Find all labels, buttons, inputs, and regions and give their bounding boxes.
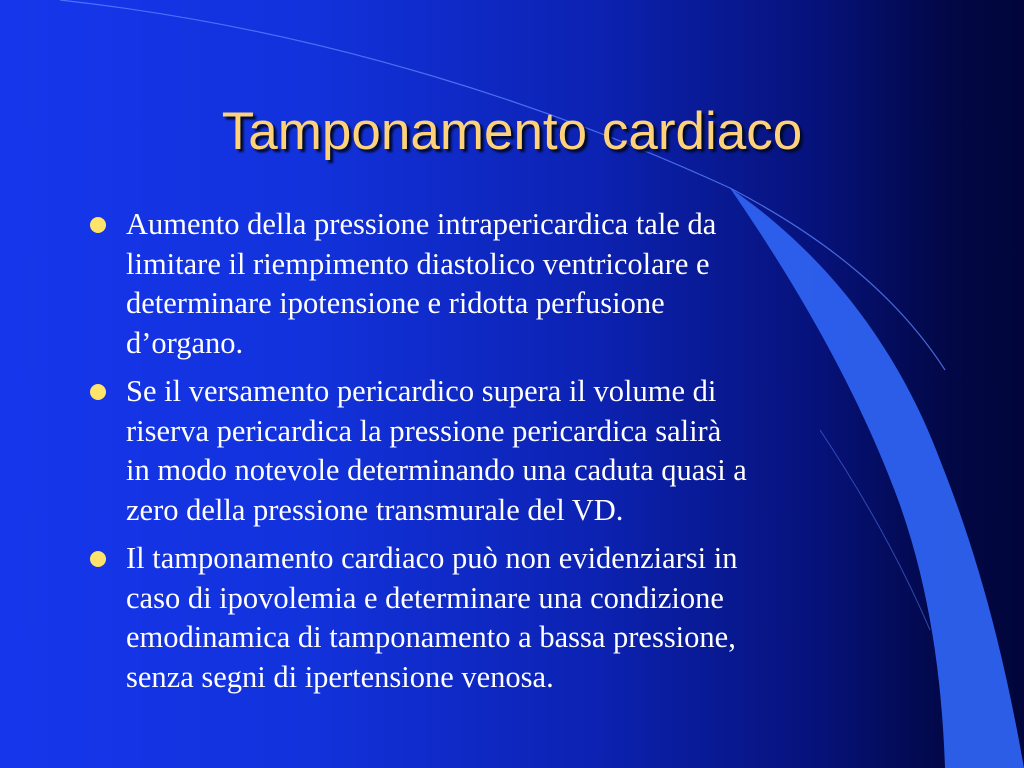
bullet-line: limitare il riempimento diastolico ventricolare e [126,246,710,281]
bullet-line: emodinamica di tamponamento a bassa pressione, [126,620,736,654]
bullet-icon [90,217,106,233]
bullet-item [87,205,967,363]
bullet-line: riserva pericardica la pressione pericardica salirà [126,413,722,448]
bullet-list [87,205,967,706]
bullet-line: Se il versamento pericardico supera il volume di [126,374,717,408]
bullet-item [87,372,967,530]
bullet-icon [90,384,106,400]
bullet-line: d’organo. [126,325,244,360]
bullet-icon [90,551,106,567]
bullet-line: in modo notevole determinando una caduta quasi a [126,453,747,487]
slide-title: Tamponamento cardiaco [221,102,803,161]
bullet-item [87,539,967,697]
bullet-line: Aumento della pressione intrapericardica tale da [126,207,717,241]
bullet-line: determinare ipotensione e ridotta perfusione [126,286,665,320]
bullet-line: caso di ipovolemia e determinare una condizione [126,580,724,615]
bullet-line: zero della pressione transmurale del VD. [126,492,624,527]
bullet-line: senza segni di ipertensione venosa. [126,659,554,694]
bullet-line: Il tamponamento cardiaco può non evidenziarsi in [126,541,738,575]
